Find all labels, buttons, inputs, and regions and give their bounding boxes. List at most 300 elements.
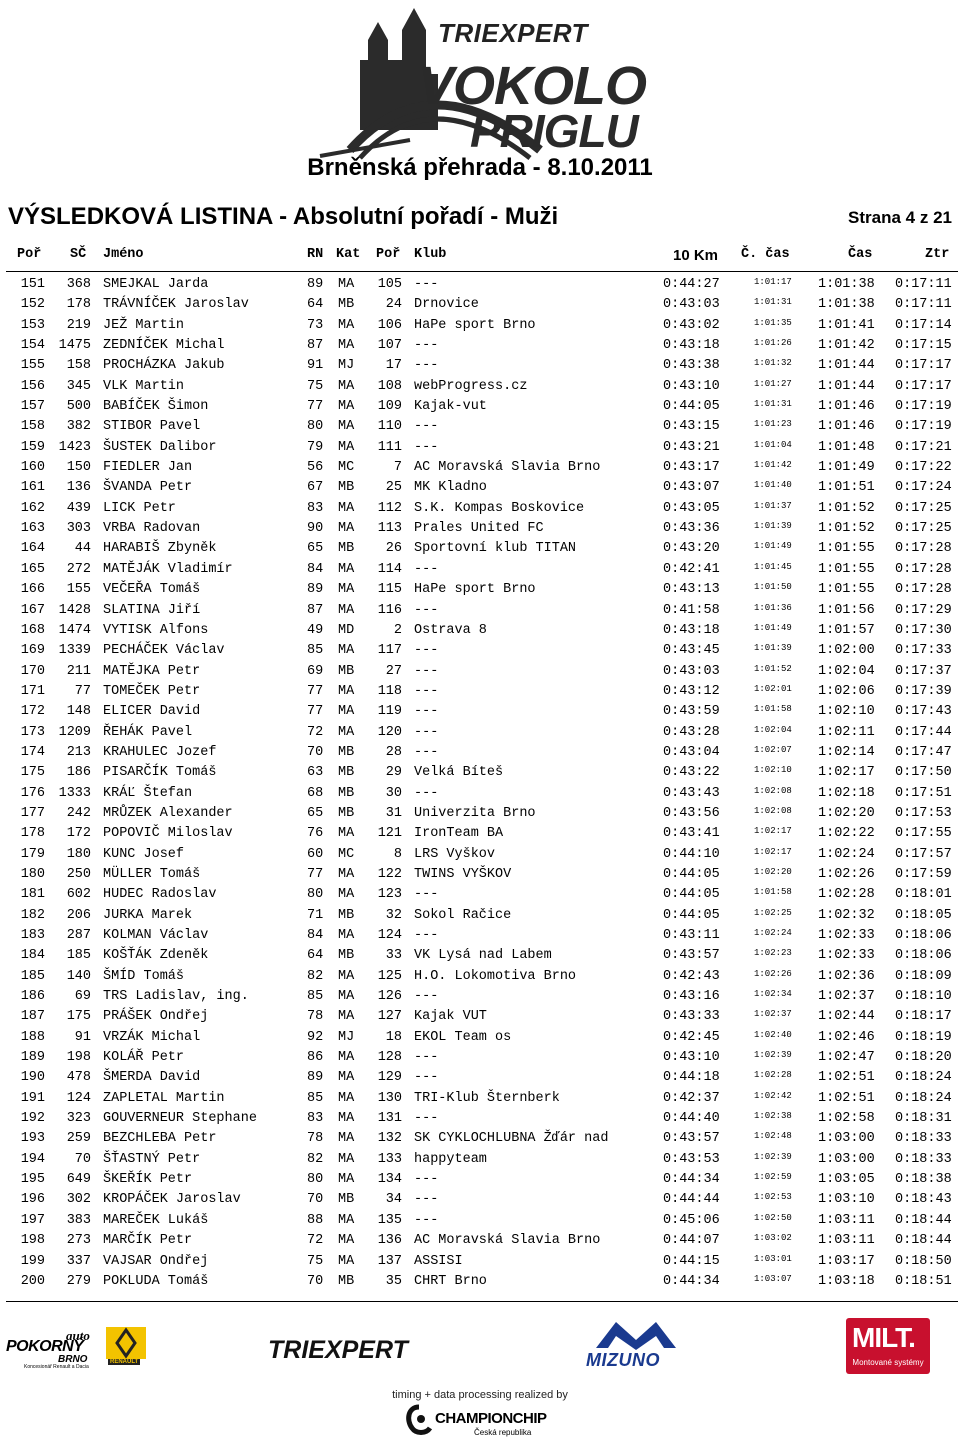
page-title: VÝSLEDKOVÁ LISTINA - Absolutní pořadí - Muži [8, 203, 559, 230]
cell-split-10km: 0:44:34 [663, 1172, 720, 1188]
cell-club: webProgress.cz [414, 378, 528, 394]
cell-name: MATĚJKA Petr [103, 663, 201, 679]
cell-rank: 198 [20, 1233, 45, 1249]
cell-split-10km: 0:43:12 [663, 683, 720, 699]
cell-split-10km: 0:44:18 [663, 1070, 720, 1086]
cell-rank: 195 [20, 1172, 45, 1188]
cell-bib: 219 [66, 317, 91, 333]
championchip-label: CHAMPIONCHIP [435, 1410, 547, 1427]
cell-split-10km: 0:43:07 [663, 480, 720, 496]
cell-split-10km: 0:44:40 [663, 1111, 720, 1127]
cell-rank: 179 [20, 846, 45, 862]
cell-rank: 172 [20, 704, 45, 720]
col-header-por: Poř [17, 247, 42, 262]
cell-club: Sokol Račice [414, 907, 512, 923]
cell-birth-year: 82 [307, 968, 324, 984]
cell-birth-year: 83 [307, 500, 324, 516]
cell-name: POKLUDA Tomáš [103, 1273, 209, 1289]
cell-split-time: 1:03:07 [754, 1273, 792, 1284]
cell-rank: 155 [20, 358, 45, 374]
cell-category: MA [338, 683, 355, 699]
table-row [0, 336, 960, 356]
cell-category-rank: 30 [385, 785, 402, 801]
cell-time: 1:01:44 [818, 358, 875, 374]
cell-rank: 181 [20, 887, 45, 903]
cell-birth-year: 75 [307, 1253, 324, 1269]
cell-name: SLATINA Jiří [103, 602, 201, 618]
cell-category-rank: 133 [377, 1151, 402, 1167]
col-header-club: Klub [414, 247, 447, 262]
cell-bib: 150 [66, 460, 91, 476]
cell-time: 1:01:49 [818, 460, 875, 476]
col-header-time: Čas [848, 247, 873, 262]
cell-time: 1:01:46 [818, 399, 875, 415]
cell-category: MB [338, 744, 355, 760]
col-header-kat-por: Poř [376, 247, 401, 262]
table-row [0, 1150, 960, 1170]
cell-rank: 199 [20, 1253, 45, 1269]
cell-category: MD [338, 622, 355, 638]
cell-category-rank: 112 [377, 500, 402, 516]
cell-split-time: 1:01:23 [754, 419, 792, 430]
cell-bib: 439 [66, 500, 91, 516]
cell-gap: 0:18:44 [895, 1212, 952, 1228]
cell-name: TRÁVNÍČEK Jaroslav [103, 297, 249, 313]
cell-name: MARČÍK Petr [103, 1233, 193, 1249]
cell-split-10km: 0:41:58 [663, 602, 720, 618]
cell-bib: 44 [74, 541, 91, 557]
cell-club: AC Moravská Slavia Brno [414, 460, 601, 476]
cell-gap: 0:18:17 [895, 1009, 952, 1025]
logo-title-line2: PRIGLU [470, 105, 638, 157]
cell-name: KROPÁČEK Jaroslav [103, 1192, 241, 1208]
cell-time: 1:01:52 [818, 500, 875, 516]
table-row [0, 1272, 960, 1292]
cell-bib: 148 [66, 704, 91, 720]
cell-name: HUDEC Radoslav [103, 887, 217, 903]
cell-category-rank: 106 [377, 317, 402, 333]
cell-bib: 259 [66, 1131, 91, 1147]
cell-club: --- [414, 785, 439, 801]
cell-split-10km: 0:42:45 [663, 1029, 720, 1045]
cell-category: MA [338, 928, 355, 943]
cell-category-rank: 130 [377, 1090, 402, 1106]
cell-gap: 0:17:37 [895, 663, 952, 679]
table-row [0, 1211, 960, 1231]
cell-birth-year: 85 [307, 989, 324, 1005]
cell-split-10km: 0:43:21 [663, 439, 720, 455]
cell-category-rank: 129 [377, 1070, 402, 1086]
cell-rank: 176 [20, 785, 45, 801]
cell-category-rank: 28 [385, 744, 402, 760]
cell-bib: 1333 [58, 785, 91, 801]
cell-time: 1:02:10 [818, 704, 875, 720]
cell-category: MB [338, 1192, 355, 1208]
table-row [0, 1231, 960, 1251]
cell-rank: 177 [20, 805, 45, 821]
cell-category: MA [338, 1151, 355, 1167]
cell-split-10km: 0:43:57 [663, 948, 720, 964]
cell-category-rank: 32 [385, 907, 402, 923]
cell-gap: 0:18:20 [895, 1050, 952, 1066]
cell-time: 1:02:37 [818, 989, 875, 1005]
table-row [0, 417, 960, 437]
cell-birth-year: 80 [307, 887, 324, 903]
cell-category: MA [338, 1050, 355, 1066]
cell-bib: 172 [66, 826, 91, 842]
cell-rank: 151 [20, 277, 45, 292]
cell-category-rank: 26 [385, 541, 402, 557]
cell-category: MA [338, 643, 355, 659]
cell-name: KUNC Josef [103, 846, 185, 862]
renault-logo [106, 1327, 146, 1367]
cell-rank: 163 [20, 521, 45, 537]
cell-time: 1:01:46 [818, 419, 875, 435]
cell-category: MA [338, 1172, 355, 1188]
cell-category-rank: 24 [385, 297, 402, 313]
cell-bib: 77 [74, 683, 91, 699]
cell-gap: 0:18:01 [895, 887, 952, 903]
cell-gap: 0:17:25 [895, 521, 952, 537]
cell-split-time: 1:02:01 [754, 683, 792, 694]
cell-time: 1:01:38 [818, 297, 875, 313]
cell-category: MA [338, 887, 355, 903]
cell-category: MA [338, 1111, 355, 1127]
cell-rank: 182 [20, 907, 45, 923]
cell-category: MA [338, 561, 355, 577]
cell-rank: 188 [20, 1029, 45, 1045]
cell-name: MRŮZEK Alexander [103, 805, 233, 821]
cell-category: MA [338, 399, 355, 415]
cell-gap: 0:18:24 [895, 1070, 952, 1086]
cell-time: 1:01:55 [818, 582, 875, 598]
table-row [0, 499, 960, 519]
cell-club: AC Moravská Slavia Brno [414, 1233, 601, 1249]
cell-rank: 169 [20, 643, 45, 659]
cell-birth-year: 89 [307, 1070, 324, 1086]
cell-club: --- [414, 439, 439, 455]
cell-split-10km: 0:43:04 [663, 744, 720, 760]
cell-club: happyteam [414, 1151, 487, 1167]
cell-time: 1:03:17 [818, 1253, 875, 1269]
cell-rank: 165 [20, 561, 45, 577]
cell-category-rank: 17 [385, 358, 402, 374]
cell-name: MATĚJÁK Vladimír [103, 561, 233, 577]
cell-name: KRAHULEC Jozef [103, 744, 217, 760]
cell-bib: 287 [66, 928, 91, 943]
cell-birth-year: 87 [307, 338, 324, 354]
cell-time: 1:02:06 [818, 683, 875, 699]
cell-birth-year: 85 [307, 643, 324, 659]
cell-time: 1:02:46 [818, 1029, 875, 1045]
cell-split-time: 1:02:34 [754, 989, 792, 1000]
milt-label: MILT. [852, 1322, 915, 1353]
cell-category: MA [338, 1009, 355, 1025]
table-row [0, 560, 960, 580]
cell-split-time: 1:01:49 [754, 541, 792, 552]
cell-bib: 368 [66, 277, 91, 292]
cell-birth-year: 77 [307, 866, 324, 882]
cell-bib: 337 [66, 1253, 91, 1269]
cell-split-time: 1:02:37 [754, 1009, 792, 1020]
cell-name: ŠKEŘÍK Petr [103, 1172, 193, 1188]
col-header-split: 10 Km [673, 247, 719, 264]
cell-birth-year: 68 [307, 785, 324, 801]
cell-split-10km: 0:43:02 [663, 317, 720, 333]
table-header [0, 247, 960, 269]
cell-split-10km: 0:44:07 [663, 1233, 720, 1249]
cell-rank: 164 [20, 541, 45, 557]
cell-category-rank: 25 [385, 480, 402, 496]
table-row [0, 845, 960, 865]
cell-name: ŠŤASTNÝ Petr [103, 1151, 201, 1167]
cell-name: VYTISK Alfons [103, 622, 209, 638]
cell-rank: 160 [20, 460, 45, 476]
cell-gap: 0:17:22 [895, 460, 952, 476]
cell-category-rank: 35 [385, 1273, 402, 1289]
cell-gap: 0:17:43 [895, 704, 952, 720]
table-row [0, 1007, 960, 1027]
cell-gap: 0:17:47 [895, 744, 952, 760]
cell-bib: 198 [66, 1050, 91, 1066]
cell-gap: 0:17:57 [895, 846, 952, 862]
cell-club: Kajak VUT [414, 1009, 487, 1025]
cell-split-time: 1:02:20 [754, 866, 792, 877]
cell-category-rank: 132 [377, 1131, 402, 1147]
cell-club: --- [414, 602, 439, 618]
cell-gap: 0:17:19 [895, 419, 952, 435]
cell-time: 1:03:00 [818, 1151, 875, 1167]
cell-split-10km: 0:43:45 [663, 643, 720, 659]
cell-split-10km: 0:44:44 [663, 1192, 720, 1208]
cell-category-rank: 126 [377, 989, 402, 1005]
cell-time: 1:02:00 [818, 643, 875, 659]
cell-rank: 184 [20, 948, 45, 964]
cell-birth-year: 72 [307, 724, 324, 740]
cell-birth-year: 67 [307, 480, 324, 496]
cell-category-rank: 33 [385, 948, 402, 964]
cell-bib: 649 [66, 1172, 91, 1188]
cell-club: LRS Vyškov [414, 846, 496, 862]
cell-name: VEČEŘA Tomáš [103, 582, 201, 598]
cell-category-rank: 113 [377, 521, 402, 537]
cell-time: 1:01:41 [818, 317, 875, 333]
cell-split-10km: 0:43:18 [663, 622, 720, 638]
cell-club: --- [414, 1050, 439, 1066]
cell-time: 1:02:33 [818, 948, 875, 964]
timing-note: timing + data processing realized by [392, 1389, 568, 1401]
cell-club: SK CYKLOCHLUBNA Žďár nad [414, 1131, 609, 1147]
cell-time: 1:01:38 [818, 277, 875, 292]
cell-category-rank: 7 [393, 460, 402, 476]
cell-rank: 161 [20, 480, 45, 496]
cell-rank: 185 [20, 968, 45, 984]
cell-category: MB [338, 948, 355, 964]
cell-bib: 1428 [58, 602, 91, 618]
cell-split-time: 1:03:01 [754, 1253, 792, 1264]
cell-split-time: 1:01:04 [754, 439, 792, 450]
cell-split-time: 1:02:17 [754, 826, 792, 837]
mizuno-runbird-icon [584, 1318, 688, 1352]
cell-category: MA [338, 826, 355, 842]
cell-split-time: 1:01:52 [754, 663, 792, 674]
cell-category-rank: 27 [385, 663, 402, 679]
cell-club: --- [414, 1212, 439, 1228]
championchip-sub: Česká republika [474, 1428, 532, 1437]
cell-split-time: 1:01:39 [754, 643, 792, 654]
cell-birth-year: 49 [307, 622, 324, 638]
cell-split-time: 1:02:53 [754, 1192, 792, 1203]
table-row [0, 316, 960, 336]
cell-birth-year: 83 [307, 1111, 324, 1127]
cell-time: 1:02:36 [818, 968, 875, 984]
cell-category-rank: 128 [377, 1050, 402, 1066]
table-row [0, 356, 960, 376]
table-row [0, 702, 960, 722]
cell-time: 1:02:47 [818, 1050, 875, 1066]
cell-split-time: 1:02:59 [754, 1172, 792, 1183]
table-row [0, 784, 960, 804]
cell-name: VLK Martin [103, 378, 185, 394]
cell-bib: 383 [66, 1212, 91, 1228]
cell-category: MA [338, 521, 355, 537]
cell-gap: 0:17:39 [895, 683, 952, 699]
cell-club: Univerzita Brno [414, 805, 536, 821]
logo-brand-text: TRIEXPERT [438, 18, 588, 48]
cell-category: MB [338, 297, 355, 313]
table-row [0, 824, 960, 844]
cell-category: MB [338, 480, 355, 496]
table-row [0, 987, 960, 1007]
page-indicator: Strana 4 z 21 [848, 208, 952, 227]
cell-category: MA [338, 439, 355, 455]
cell-rank: 168 [20, 622, 45, 638]
cell-club: VK Lysá nad Labem [414, 948, 552, 964]
cell-bib: 175 [66, 1009, 91, 1025]
cell-split-10km: 0:44:05 [663, 887, 720, 903]
cell-category-rank: 123 [377, 887, 402, 903]
table-row [0, 397, 960, 417]
cell-gap: 0:18:05 [895, 907, 952, 923]
cell-name: HARABIŠ Zbyněk [103, 541, 217, 557]
table-row [0, 1068, 960, 1088]
cell-time: 1:02:24 [818, 846, 875, 862]
cell-category-rank: 109 [377, 399, 402, 415]
cell-club: --- [414, 989, 439, 1005]
cell-name: VAJSAR Ondřej [103, 1253, 209, 1269]
cell-category: MA [338, 968, 355, 984]
cell-category-rank: 111 [377, 439, 402, 455]
cell-rank: 196 [20, 1192, 45, 1208]
cell-split-time: 1:01:49 [754, 622, 792, 633]
cell-birth-year: 77 [307, 683, 324, 699]
cell-club: TRI-Klub Šternberk [414, 1090, 560, 1106]
cell-name: STIBOR Pavel [103, 419, 201, 435]
cell-birth-year: 63 [307, 765, 324, 781]
cell-club: Drnovice [414, 297, 479, 313]
cell-category: MA [338, 419, 355, 435]
cell-bib: 178 [66, 297, 91, 313]
col-header-name: Jméno [103, 247, 144, 262]
cell-gap: 0:17:19 [895, 399, 952, 415]
cell-name: ZAPLETAL Martin [103, 1090, 225, 1106]
cell-club: --- [414, 683, 439, 699]
cell-bib: 206 [66, 907, 91, 923]
cell-rank: 187 [20, 1009, 45, 1025]
cell-club: S.K. Kompas Boskovice [414, 500, 585, 516]
cell-split-time: 1:01:37 [754, 500, 792, 511]
cell-split-time: 1:01:58 [754, 704, 792, 715]
table-row [0, 1028, 960, 1048]
table-row [0, 458, 960, 478]
cell-category: MA [338, 1253, 355, 1269]
cell-bib: 1474 [58, 622, 91, 638]
cell-bib: 272 [66, 561, 91, 577]
renault-label: RENAULT [110, 1359, 139, 1365]
cell-split-10km: 0:43:18 [663, 338, 720, 354]
table-row [0, 621, 960, 641]
cell-category-rank: 134 [377, 1172, 402, 1188]
cell-bib: 1209 [58, 724, 91, 740]
cell-split-10km: 0:43:43 [663, 785, 720, 801]
cell-gap: 0:18:38 [895, 1172, 952, 1188]
cell-name: GOUVERNEUR Stephane [103, 1111, 257, 1127]
cell-birth-year: 77 [307, 704, 324, 720]
cell-split-time: 1:02:10 [754, 765, 792, 776]
cell-rank: 194 [20, 1151, 45, 1167]
cell-split-time: 1:02:04 [754, 724, 792, 735]
cell-bib: 91 [74, 1029, 91, 1045]
cell-gap: 0:17:14 [895, 317, 952, 333]
cell-name: TOMEČEK Petr [103, 683, 201, 699]
cell-birth-year: 70 [307, 1192, 324, 1208]
cell-category-rank: 114 [377, 561, 402, 577]
cell-time: 1:03:11 [818, 1212, 875, 1228]
cell-birth-year: 88 [307, 1212, 324, 1228]
cell-split-10km: 0:44:05 [663, 399, 720, 415]
cell-split-10km: 0:43:41 [663, 826, 720, 842]
table-row [0, 804, 960, 824]
cell-birth-year: 92 [307, 1029, 324, 1045]
cell-birth-year: 80 [307, 419, 324, 435]
cell-split-time: 1:01:26 [754, 338, 792, 349]
cell-category: MB [338, 541, 355, 557]
cell-category: MB [338, 805, 355, 821]
cell-time: 1:02:58 [818, 1111, 875, 1127]
cell-birth-year: 89 [307, 277, 324, 292]
cell-name: POPOVIČ Miloslav [103, 826, 233, 842]
cell-bib: 242 [66, 805, 91, 821]
cell-split-time: 1:01:50 [754, 582, 792, 593]
cell-split-time: 1:02:17 [754, 846, 792, 857]
cell-gap: 0:17:53 [895, 805, 952, 821]
cell-time: 1:02:33 [818, 928, 875, 943]
cell-bib: 213 [66, 744, 91, 760]
cell-time: 1:02:17 [818, 765, 875, 781]
cell-name: KOŠŤÁK Zdeněk [103, 948, 209, 964]
cell-category-rank: 105 [377, 277, 402, 292]
milt-tagline: Montované systémy [852, 1358, 924, 1367]
table-row [0, 438, 960, 458]
cell-split-10km: 0:43:56 [663, 805, 720, 821]
cell-birth-year: 84 [307, 928, 324, 943]
cell-club: --- [414, 1172, 439, 1188]
cell-gap: 0:18:10 [895, 989, 952, 1005]
cell-bib: 70 [74, 1151, 91, 1167]
cell-time: 1:02:04 [818, 663, 875, 679]
table-row [0, 295, 960, 315]
cell-category: MC [338, 460, 355, 476]
